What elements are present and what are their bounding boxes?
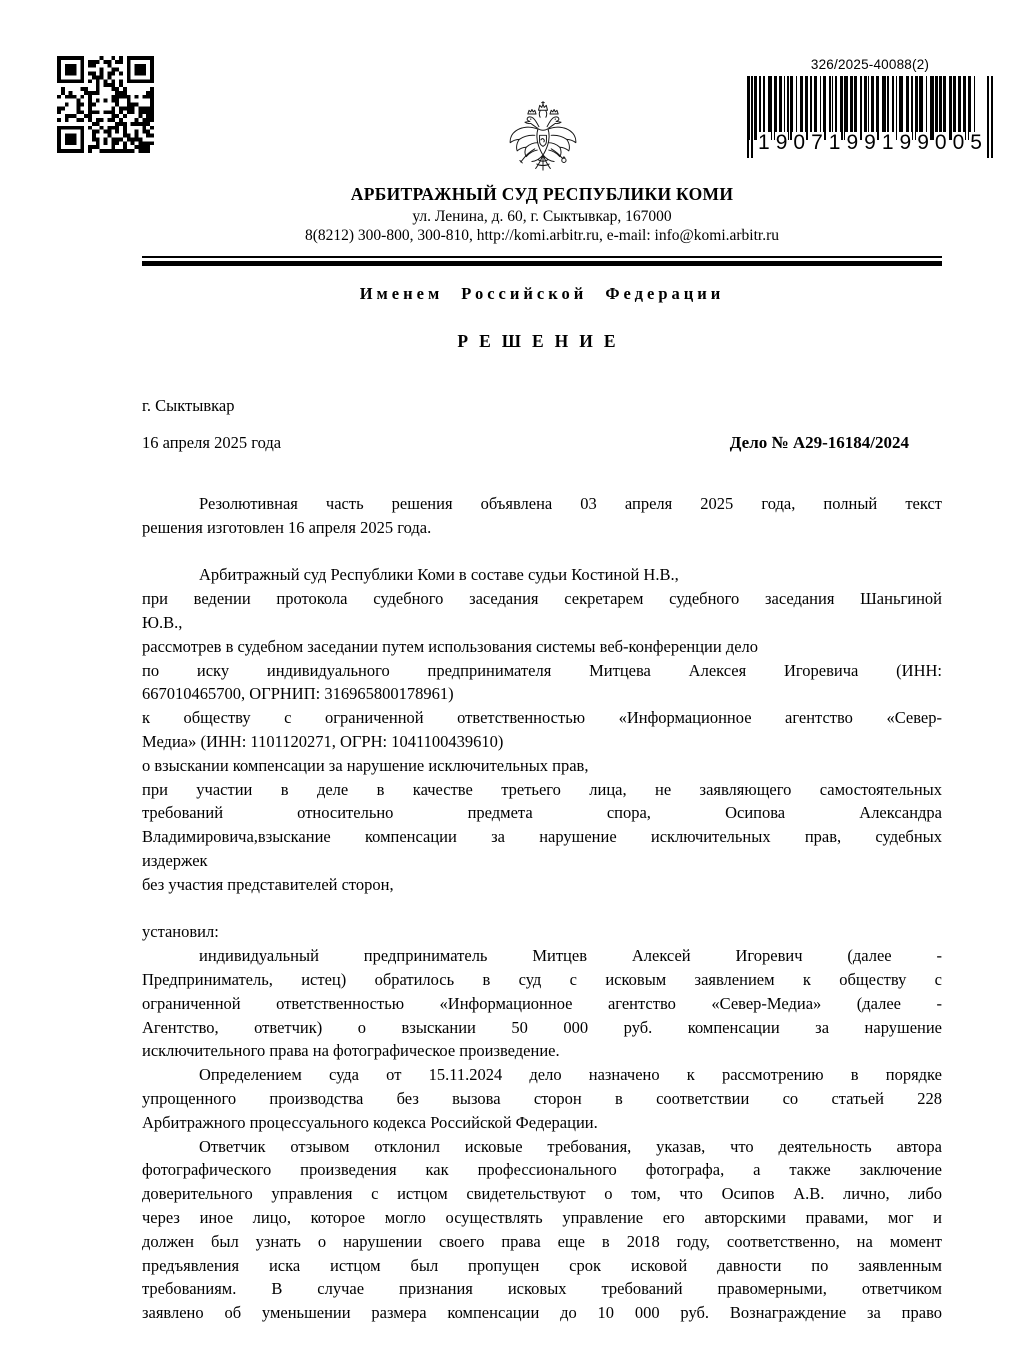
city-label: г. Сыктывкар (142, 396, 235, 415)
barcode-digit: 9 (917, 131, 929, 154)
body-line: требованиям. В случае признания исковых требований правомерными, ответчиком (142, 1279, 942, 1299)
body-line: фотографического произведения как профессионального фотографа, а также заключение (142, 1160, 942, 1180)
body-line: к обществу с ограниченной ответственностью «Информационное агентство «Север- (142, 708, 942, 728)
body-line: должен был узнать о нарушении своего права еще в 2018 году, соответственно, на момент (142, 1231, 942, 1251)
body-line: Ответчик отзывом отклонил исковые требования, указав, что деятельность автора (199, 1136, 942, 1156)
decision-date: 16 апреля 2025 года (142, 433, 282, 452)
body-line: при ведении протокола судебного заседания секретарем судебного заседания Шаньгиной (142, 589, 942, 609)
barcode-digit: 9 (775, 131, 788, 154)
barcode-digit: 1 (881, 131, 894, 154)
qr-code (57, 56, 154, 153)
in-the-name-heading: Именем Российской Федерации (359, 284, 725, 303)
case-number: Дело № А29-16184/2024 (729, 433, 909, 452)
body-line: о взыскании компенсации за нарушение исключительных прав, (142, 755, 589, 775)
body-line: 667010465700, ОГРНИП: 316965800178961) (142, 684, 454, 704)
body-line: Владимировича,взыскание компенсации за нарушение исключительных прав, судебных (142, 827, 942, 847)
barcode-digit: 1 (828, 131, 841, 154)
court-name: АРБИТРАЖНЫЙ СУД РЕСПУБЛИКИ КОМИ (350, 184, 734, 204)
body-line: издержек (142, 850, 208, 870)
barcode-digit: 7 (811, 131, 823, 154)
body-line: требований относительно предмета спора, Осипова Александра (142, 803, 942, 823)
body-line: рассмотрев в судебном заседании путем использования системы веб-конференции дело (142, 636, 759, 656)
body-line: Определением суда от 15.11.2024 дело назначено к рассмотрению в порядке (199, 1065, 942, 1085)
barcode-digit: 9 (846, 131, 859, 154)
body-line: Ю.В., (142, 612, 183, 632)
body-line: исключительного права на фотографическое произведение. (142, 1041, 560, 1061)
header-divider (142, 256, 942, 266)
body-line: доверительного управления с истцом свидетельствуют о том, что Осипов А.В. лично, либо (142, 1184, 942, 1204)
russia-coat-of-arms-icon (502, 99, 584, 179)
body-line: Медиа» (ИНН: 1101120271, ОГРН: 1041100439610) (142, 731, 504, 751)
barcode-digit: 9 (899, 131, 912, 154)
body-line: упрощенного производства без вызова сторон в соответствии со статьей 228 (142, 1088, 942, 1108)
barcode-digit: 5 (970, 131, 982, 154)
barcode-digit: 1 (758, 131, 770, 154)
barcode-digit: 0 (793, 131, 806, 154)
body-line: Агентство, ответчик) о взыскании 50 000 руб. компенсации за нарушение (142, 1017, 942, 1037)
body-line: Резолютивная часть решения объявлена 03 апреля 2025 года, полный текст (199, 494, 942, 513)
body-line: без участия представителей сторон, (142, 874, 394, 894)
body-line: Предприниматель, истец) обратилось в суд с исковым заявлением к обществу с (142, 969, 942, 989)
date-case-row (142, 433, 942, 453)
document-number: 326/2025-40088(2) (810, 57, 930, 72)
body-line: по иску индивидуального предпринимателя Митцева Алексея Игоревича (ИНН: (142, 660, 942, 680)
body-line: решения изготовлен 16 апреля 2025 года. (142, 517, 432, 537)
body-line: предъявления иска истцом был пропущен срок исковой давности по заявленным (142, 1255, 942, 1275)
document-body (142, 492, 942, 1325)
body-line: установил: (142, 922, 219, 942)
body-line: заявлено об уменьшении размера компенсации до 10 000 руб. Вознаграждение за право (142, 1303, 942, 1323)
body-line: при участии в деле в качестве третьего лица, не заявляющего самостоятельных (142, 779, 942, 799)
body-line (142, 540, 942, 564)
body-line: Арбитражного процессуального кодекса Российской Федерации. (142, 1112, 598, 1132)
body-line: Арбитражный суд Республики Коми в составе судьи Костиной Н.В., (199, 565, 679, 585)
body-line: ограниченной ответственностью «Информационное агентство «Север-Медиа» (далее - (142, 993, 942, 1013)
barcode-block (747, 57, 993, 153)
barcode-digit: 9 (864, 131, 876, 154)
barcode-digit: 0 (952, 131, 965, 154)
body-line (142, 897, 942, 921)
barcode-digit: 0 (934, 131, 947, 154)
court-contacts: 8(8212) 300-800, 300-810, http://komi.arbitr.ru, e-mail: info@komi.arbitr.ru (304, 227, 780, 244)
barcode-digits (747, 132, 993, 153)
decision-heading: РЕШЕНИЕ (457, 331, 627, 351)
body-line: через иное лицо, которое могло осуществлять управление его авторскими правами, мог и (142, 1207, 942, 1227)
body-line: индивидуальный предприниматель Митцев Алексей Игоревич (далее - (199, 946, 942, 966)
court-address: ул. Ленина, д. 60, г. Сыктывкар, 167000 (412, 208, 672, 225)
